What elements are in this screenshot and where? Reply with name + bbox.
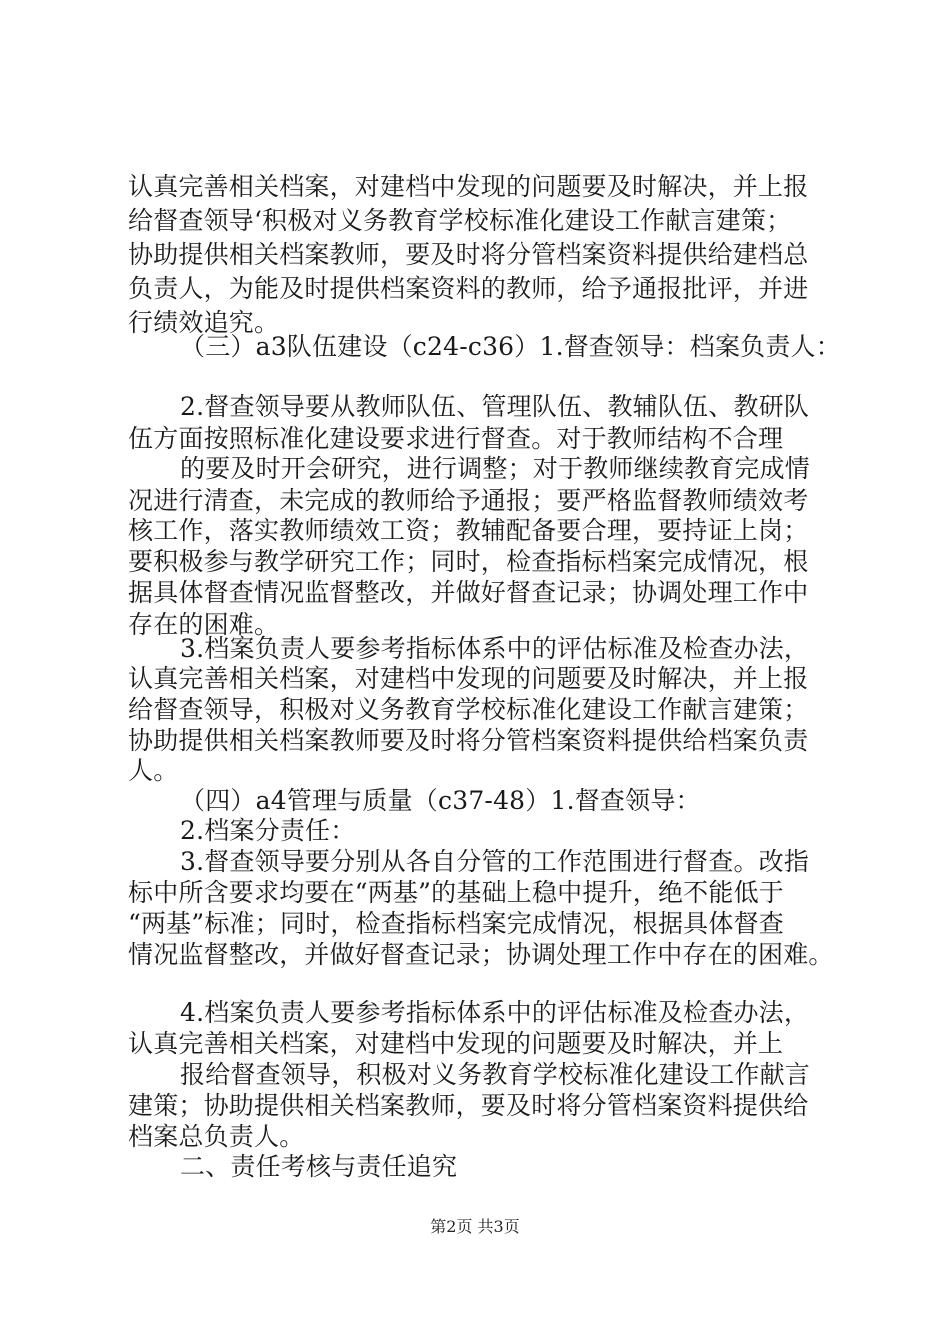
text-line: 3.档案负责人要参考指标体系中的评估标准及检查办法， [180,634,810,663]
text-line: “两基”标准；同时，检查指标档案完成情况，根据具体督查 [128,909,784,938]
text-line: 协助提供相关档案教师要及时将分管档案资料提供给档案负责 [128,726,809,755]
section-heading: 二、责任考核与责任追究 [180,1152,458,1181]
text-line: 给督查领导，积极对义务教育学校标准化建设工作献言建策； [128,695,809,724]
text-line: 的要及时开会研究，进行调整；对于教师继续教育完成情 [180,454,811,483]
text-line: 2.督查领导要从教师队伍、管理队伍、教辅队伍、教研队 [180,392,810,421]
text-line: 2.档案分责任： [180,816,356,845]
text-line: 协助提供相关档案教师，要及时将分管档案资料提供给建档总 [128,240,809,269]
text-line: 认真完善相关档案，对建档中发现的问题要及时解决，并上报 [128,172,809,201]
text-line: 伍方面按照标准化建设要求进行督查。对于教师结构不合理 [128,424,784,453]
page-footer [0,1216,950,1238]
text-line: 情况监督整改，并做好督查记录；协调处理工作中存在的困难。 [128,940,834,969]
section-heading: （三）a3队伍建设（c24-c36）1.督查领导：档案负责人： [180,332,841,361]
text-line: 标中所含要求均要在“两基”的基础上稳中提升，绝不能低于 [128,878,784,907]
text-line: 认真完善相关档案，对建档中发现的问题要及时解决，并上 [128,1029,784,1058]
text-line: 给督查领导‘积极对义务教育学校标准化建设工作献言建策； [128,206,792,235]
section-heading: （四）a4管理与质量（c37-48）1.督查领导： [180,786,701,815]
text-line: 4.档案负责人要参考指标体系中的评估标准及检查办法， [180,998,810,1027]
text-line: 认真完善相关档案，对建档中发现的问题要及时解决，并上报 [128,664,809,693]
text-line: 行绩效追究。 [128,308,280,337]
text-line: 负责人，为能及时提供档案资料的教师，给予通报批评，并进 [128,274,809,303]
text-line: 档案总负责人。 [128,1122,305,1151]
text-line: 3.督查领导要分别从各自分管的工作范围进行督查。改指 [180,847,810,876]
page-number-info: 第2页 共3页 [430,1217,520,1236]
text-line: 报给督查领导，积极对义务教育学校标准化建设工作献言 [180,1060,811,1089]
text-line: 人。 [128,756,179,785]
text-line: 存在的困难。 [128,610,280,639]
text-line: 要积极参与教学研究工作；同时，检查指标档案完成情况，根 [128,547,809,576]
text-line: 核工作，落实教师绩效工资；教辅配备要合理，要持证上岗； [128,516,809,545]
text-line: 况进行清查，未完成的教师给予通报；要严格监督教师绩效考 [128,486,809,515]
text-line: 建策；协助提供相关档案教师，要及时将分管档案资料提供给 [128,1091,809,1120]
text-line: 据具体督查情况监督整改，并做好督查记录；协调处理工作中 [128,578,809,607]
